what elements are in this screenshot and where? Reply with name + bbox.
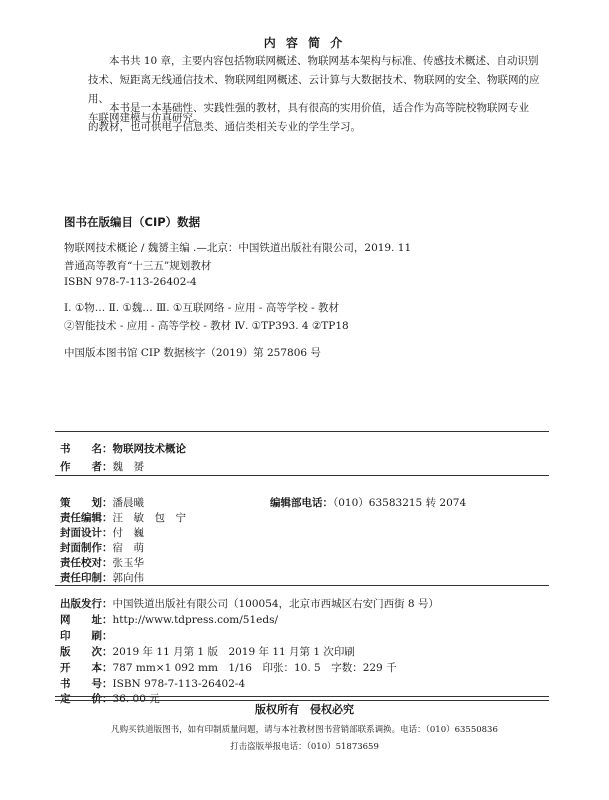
- staff-value: 郭向伟: [112, 572, 144, 584]
- staff-label: 责任校对：: [60, 557, 113, 569]
- staff-label: 责任印制：: [60, 572, 113, 584]
- cip-line-3: ISBN 978-7-113-26402-4: [64, 276, 197, 288]
- staff-label: 封面制作：: [60, 542, 113, 554]
- publish-label: 定 价：: [60, 693, 113, 705]
- cip-title: 图书在版编目（CIP）数据: [64, 215, 201, 229]
- staff-row: [60, 566, 144, 585]
- publish-value: 787 mm×1 092 mm 1/16 印张：10. 5 字数：229 千: [112, 662, 397, 674]
- piracy-report: 打击盗版举报电话：（010）51873659: [230, 742, 379, 752]
- cip-line-2: 普通高等教育“十三五”规划教材: [64, 260, 212, 272]
- book-title-label: 书 名：: [60, 443, 113, 455]
- staff-value: 付 巍: [112, 527, 144, 539]
- editorial-phone-value: （010）63583215 转 2074: [333, 497, 467, 509]
- publish-label: 版 次：: [60, 646, 113, 658]
- publish-value: http://www.tdpress.com/51eds/: [112, 614, 279, 626]
- cip-line-1: 物联网技术概论 / 魏赟主编 .—北京：中国铁道出版社有限公司，2019. 11: [64, 242, 412, 254]
- publish-value: ISBN 978-7-113-26402-4: [112, 678, 246, 690]
- cip-class-1: Ⅰ. ①物… Ⅱ. ①魏… Ⅲ. ①互联网络 - 应用 - 高等学校 - 教材: [64, 302, 340, 314]
- editorial-phone: [270, 491, 466, 510]
- cip-record: 中国版本图书馆 CIP 数据核字（2019）第 257806 号: [64, 347, 321, 359]
- quality-note: 凡购买铁道版图书，如有印制质量问题，请与本社教材图书营销部联系调换。电话：（010）63550836: [111, 725, 498, 735]
- divider-staff: [55, 585, 549, 586]
- book-title-value: 物联网技术概论: [112, 443, 186, 455]
- copyright-title: 版权所有 侵权必究: [255, 703, 354, 716]
- divider-top: [55, 431, 549, 432]
- cip-class-2: ②智能技术 - 应用 - 高等学校 - 教材 Ⅳ. ①TP393. 4 ②TP18: [64, 320, 349, 332]
- staff-value: 汪 敏 包 宁: [112, 512, 186, 524]
- intro-paragraph-1-line-1: 本书共 10 章，主要内容包括物联网概述、物联网基本架构与标准、传感技术概述、自动识别: [109, 55, 539, 67]
- staff-value: 宿 萌: [112, 542, 144, 554]
- staff-label: 责任编辑：: [60, 512, 113, 524]
- divider-book: [55, 475, 549, 476]
- intro-paragraph-2-line-1: 本书是一本基础性、实践性强的教材，具有很高的实用价值，适合作为高等院校物联网专业: [109, 102, 529, 114]
- book-author-label: 作 者：: [60, 461, 113, 473]
- publish-label: 出版发行：: [60, 598, 113, 610]
- publish-label: 网 址：: [60, 614, 113, 626]
- publish-label: 书 号：: [60, 678, 113, 690]
- intro-paragraph-2: [88, 99, 540, 137]
- staff-label: 封面设计：: [60, 527, 113, 539]
- editorial-phone-label: 编辑部电话：: [270, 497, 333, 509]
- book-title-row: [60, 437, 186, 456]
- staff-value: 张玉华: [112, 557, 144, 569]
- intro-title: 内 容 简 介: [263, 36, 346, 50]
- book-author-row: [60, 455, 144, 474]
- publish-value: 36. 00 元: [112, 693, 160, 705]
- publish-value: 2019 年 11 月第 1 版 2019 年 11 月第 1 次印刷: [112, 646, 355, 658]
- book-author-value: 魏 赟: [112, 461, 144, 473]
- staff-label: 策 划：: [60, 497, 113, 509]
- publish-label: 印 刷：: [60, 630, 113, 642]
- publish-value: 中国铁道出版社有限公司（100054，北京市西城区右安门西街 8 号）: [112, 598, 439, 610]
- intro-paragraph-1-line-2: 技术、短距离无线通信技术、物联网组网概述、云计算与大数据技术、物联网的安全、物联网的应用、: [88, 74, 540, 105]
- intro-paragraph-2-line-2: 的教材，也可供电子信息类、通信类相关专业的学生学习。: [88, 121, 361, 133]
- staff-value: 潘晨曦: [112, 497, 144, 509]
- intro-paragraph-1-line-3: 车联网建模与仿真研究。: [88, 112, 204, 124]
- publish-label: 开 本：: [60, 662, 113, 674]
